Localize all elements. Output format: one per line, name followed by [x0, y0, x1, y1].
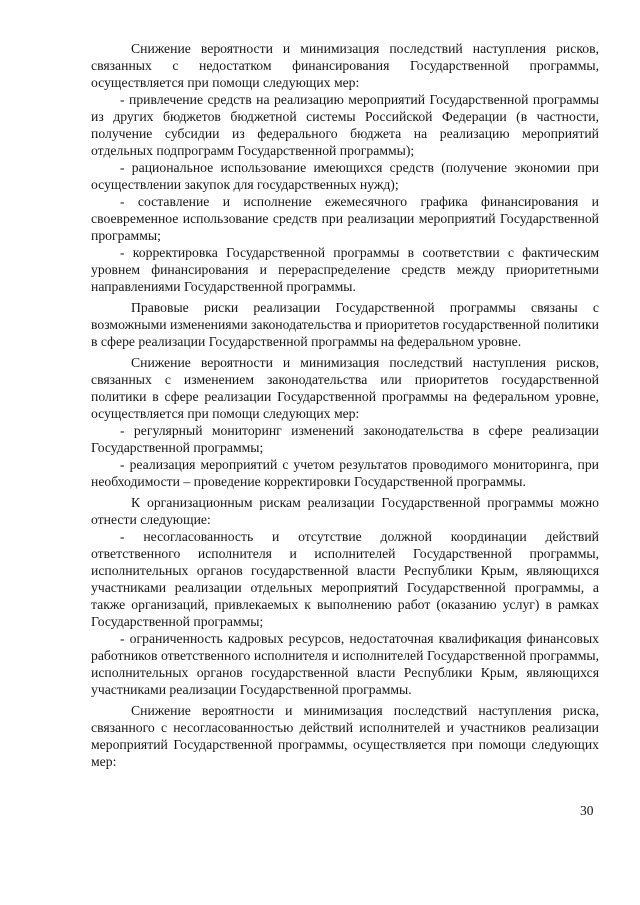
list-item-limited-staff: - ограниченность кадровых ресурсов, недостаточная квалификация финансовых работников ответственного исполнителя и исполнителей Государственной программы, исполнительных органов государственной власти Республики Крым, являющихся участниками реализации Государственной программы. [91, 631, 599, 697]
paragraph-legal-risk-mitigation: Снижение вероятности и минимизация последствий наступления рисков, связанных с изменением законодательства или приоритетов государственной политики в сфере реализации Государственной программы на федеральном уровне, осуществляется при помощи следующих мер: [91, 355, 599, 421]
paragraph-financing-risk-intro: Снижение вероятности и минимизация последствий наступления рисков, связанных с недостатком финансирования Государственной программы, осуществляется при помощи следующих мер: [91, 41, 599, 90]
list-item-monitoring: - регулярный мониторинг изменений законодательства в сфере реализации Государственной программы; [91, 423, 599, 455]
list-item-monthly-schedule: - составление и исполнение ежемесячного графика финансирования и своевременное использование средств при реализации мероприятий Государственной программы; [91, 194, 599, 243]
document-body [91, 40, 599, 770]
list-item-attract-funds: - привлечение средств на реализацию мероприятий Государственной программы из других бюджетов бюджетной системы Российской Федерации (в частности, получение субсидии из федерального бюджета на реализацию мероприятий отдельных подпрограмм Государственной программы); [91, 92, 599, 158]
paragraph-organizational-risk-mitigation: Снижение вероятности и минимизация последствий наступления риска, связанного с несогласованностью действий исполнителей и участников реализации мероприятий Государственной программы, осуществляется при помощи следующих мер: [91, 703, 599, 769]
page-number: 30 [580, 803, 594, 818]
paragraph-legal-risks: Правовые риски реализации Государственной программы связаны с возможными изменениями законодательства и приоритетов государственной политики в сфере реализации Государственной программы на федеральном уровне. [91, 300, 599, 349]
list-item-rational-use: - рациональное использование имеющихся средств (получение экономии при осуществлении закупок для государственных нужд); [91, 160, 599, 192]
list-item-implementation-with-monitoring: - реализация мероприятий с учетом результатов проводимого мониторинга, при необходимости – проведение корректировки Государственной программы. [91, 457, 599, 489]
list-item-program-adjustment: - корректировка Государственной программы в соответствии с фактическим уровнем финансирования и перераспределение средств между приоритетными направлениями Государственной программы. [91, 245, 599, 294]
list-item-inconsistency: - несогласованность и отсутствие должной координации действий ответственного исполнителя и исполнителей Государственной программы, исполнительных органов государственной власти Республики Крым, являющихся участниками реализации отдельных мероприятий Государственной программы, а также организаций, привлекаемых к выполнению работ (оказанию услуг) в рамках Государственной программы; [91, 529, 599, 629]
paragraph-organizational-risks: К организационным рискам реализации Государственной программы можно отнести следующие: [91, 495, 599, 527]
